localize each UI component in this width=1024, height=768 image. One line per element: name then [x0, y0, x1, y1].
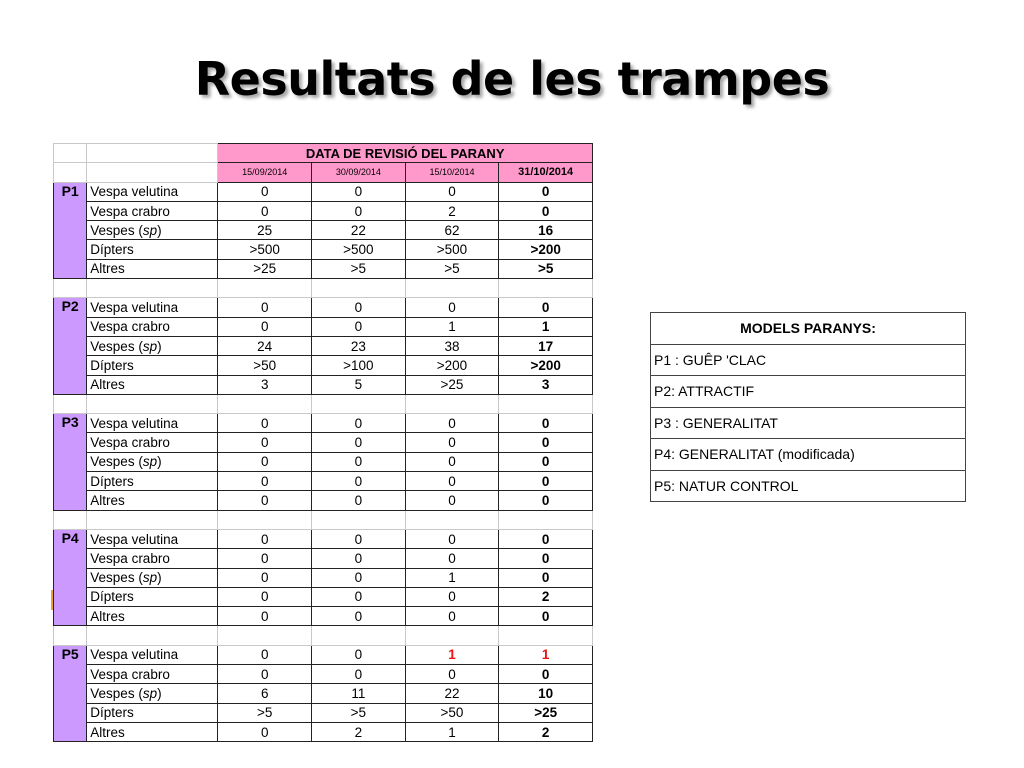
trap-models-legend	[650, 312, 966, 502]
table-header: DATA DE REVISIÓ DEL PARANY	[218, 144, 593, 163]
value-cell: 0	[499, 414, 593, 433]
blank-cell	[87, 163, 218, 182]
species-cell: Vespa crabro	[87, 549, 218, 568]
value-cell: 0	[405, 472, 499, 491]
header-row	[54, 144, 593, 163]
value-cell: >5	[312, 703, 406, 722]
value-cell: 0	[405, 182, 499, 201]
value-cell: >50	[405, 703, 499, 722]
blank-cell	[312, 626, 406, 645]
value-cell: 0	[218, 182, 312, 201]
value-cell: 0	[312, 452, 406, 471]
table-row	[54, 414, 593, 433]
value-cell: 0	[312, 491, 406, 510]
value-cell: 0	[499, 529, 593, 548]
spacer-row	[54, 394, 593, 413]
table-row	[54, 549, 593, 568]
species-cell: Altres	[87, 375, 218, 394]
value-cell: 11	[312, 684, 406, 703]
value-cell: 0	[405, 607, 499, 626]
value-cell: 0	[405, 549, 499, 568]
blank-cell	[405, 279, 499, 298]
blank-cell	[87, 626, 218, 645]
value-cell: 0	[499, 452, 593, 471]
species-cell: Vespes (sp)	[87, 221, 218, 240]
value-cell: >5	[312, 259, 406, 278]
value-cell: 23	[312, 336, 406, 355]
species-cell: Altres	[87, 491, 218, 510]
value-cell: 1	[499, 317, 593, 336]
species-cell: Dípters	[87, 703, 218, 722]
legend-item: P3 : GENERALITAT	[651, 407, 966, 439]
value-cell: >50	[218, 356, 312, 375]
value-cell: 17	[499, 336, 593, 355]
value-cell: 0	[312, 317, 406, 336]
blank-cell	[218, 626, 312, 645]
table-row	[54, 356, 593, 375]
value-cell: >500	[405, 240, 499, 259]
value-cell: 0	[405, 452, 499, 471]
value-cell: 0	[312, 201, 406, 220]
legend-item: P2: ATTRACTIF	[651, 376, 966, 408]
table-row	[54, 645, 593, 664]
value-cell: 1	[499, 645, 593, 664]
species-cell: Vespa velutina	[87, 645, 218, 664]
value-cell: 1	[405, 317, 499, 336]
value-cell: 0	[405, 433, 499, 452]
value-cell: >500	[218, 240, 312, 259]
species-cell: Vespes (sp)	[87, 684, 218, 703]
blank-cell	[405, 510, 499, 529]
value-cell: 0	[499, 182, 593, 201]
value-cell: >25	[405, 375, 499, 394]
species-cell: Altres	[87, 259, 218, 278]
blank-cell	[87, 510, 218, 529]
value-cell: 0	[218, 298, 312, 317]
value-cell: 0	[499, 472, 593, 491]
legend-item: P4: GENERALITAT (modificada)	[651, 439, 966, 471]
species-cell: Dípters	[87, 587, 218, 606]
species-cell: Vespes (sp)	[87, 568, 218, 587]
date-header: 31/10/2014	[499, 163, 593, 182]
blank-cell	[405, 394, 499, 413]
value-cell: 0	[312, 529, 406, 548]
spacer-row	[54, 626, 593, 645]
value-cell: 0	[218, 317, 312, 336]
species-cell: Vespa crabro	[87, 433, 218, 452]
table-row	[54, 240, 593, 259]
value-cell: 0	[312, 587, 406, 606]
value-cell: >5	[499, 259, 593, 278]
blank-cell	[54, 163, 87, 182]
value-cell: >25	[499, 703, 593, 722]
blank-cell	[499, 394, 593, 413]
blank-cell	[499, 510, 593, 529]
value-cell: 10	[499, 684, 593, 703]
value-cell: 1	[405, 568, 499, 587]
value-cell: 0	[499, 298, 593, 317]
species-cell: Dípters	[87, 472, 218, 491]
blank-cell	[87, 144, 218, 163]
value-cell: 0	[499, 201, 593, 220]
blank-cell	[312, 394, 406, 413]
blank-cell	[87, 394, 218, 413]
trap-label: P3	[54, 414, 87, 510]
date-header: 15/09/2014	[218, 163, 312, 182]
blank-cell	[499, 626, 593, 645]
value-cell: 16	[499, 221, 593, 240]
value-cell: 0	[405, 414, 499, 433]
value-cell: 3	[499, 375, 593, 394]
value-cell: 1	[405, 722, 499, 741]
value-cell: 6	[218, 684, 312, 703]
legend-title: MODELS PARANYS:	[651, 313, 966, 345]
species-cell: Vespa crabro	[87, 201, 218, 220]
value-cell: 24	[218, 336, 312, 355]
species-cell: Vespa velutina	[87, 182, 218, 201]
value-cell: 0	[405, 491, 499, 510]
value-cell: >200	[499, 240, 593, 259]
table-row	[54, 529, 593, 548]
blank-cell	[54, 626, 87, 645]
blank-cell	[405, 626, 499, 645]
species-cell: Vespa crabro	[87, 665, 218, 684]
value-cell: 0	[312, 568, 406, 587]
table-row	[54, 568, 593, 587]
value-cell: 2	[499, 722, 593, 741]
blank-cell	[218, 510, 312, 529]
value-cell: 0	[312, 645, 406, 664]
species-cell: Vespes (sp)	[87, 336, 218, 355]
value-cell: 0	[312, 549, 406, 568]
value-cell: 0	[218, 568, 312, 587]
value-cell: 0	[218, 645, 312, 664]
value-cell: 38	[405, 336, 499, 355]
trap-label: P4	[54, 529, 87, 625]
value-cell: 5	[312, 375, 406, 394]
table-row	[54, 336, 593, 355]
table-row	[54, 317, 593, 336]
value-cell: 0	[218, 529, 312, 548]
species-cell: Vespa velutina	[87, 529, 218, 548]
trap-label: P2	[54, 298, 87, 394]
value-cell: 0	[218, 472, 312, 491]
value-cell: 0	[499, 607, 593, 626]
value-cell: 0	[405, 529, 499, 548]
table-row	[54, 182, 593, 201]
species-cell: Vespa velutina	[87, 414, 218, 433]
value-cell: 0	[312, 607, 406, 626]
blank-cell	[312, 510, 406, 529]
blank-cell	[312, 279, 406, 298]
blank-cell	[54, 144, 87, 163]
species-cell: Vespa velutina	[87, 298, 218, 317]
value-cell: 62	[405, 221, 499, 240]
value-cell: 2	[312, 722, 406, 741]
slide-title: Resultats de les trampes	[194, 52, 830, 106]
value-cell: 0	[312, 182, 406, 201]
value-cell: 22	[405, 684, 499, 703]
value-cell: 0	[405, 298, 499, 317]
value-cell: 0	[218, 587, 312, 606]
value-cell: 0	[218, 452, 312, 471]
table-row	[54, 722, 593, 741]
species-cell: Altres	[87, 722, 218, 741]
table-row	[54, 201, 593, 220]
table-row	[54, 587, 593, 606]
value-cell: 0	[218, 433, 312, 452]
table-row	[54, 452, 593, 471]
value-cell: 2	[499, 587, 593, 606]
blank-cell	[54, 510, 87, 529]
blank-cell	[218, 279, 312, 298]
table-row	[54, 491, 593, 510]
value-cell: 0	[312, 414, 406, 433]
value-cell: 0	[499, 549, 593, 568]
value-cell: 2	[405, 201, 499, 220]
value-cell: 0	[405, 665, 499, 684]
blank-cell	[499, 279, 593, 298]
value-cell: 0	[405, 587, 499, 606]
value-cell: 1	[405, 645, 499, 664]
date-header: 30/09/2014	[312, 163, 406, 182]
blank-cell	[87, 279, 218, 298]
table-row	[54, 259, 593, 278]
value-cell: >5	[405, 259, 499, 278]
value-cell: >200	[499, 356, 593, 375]
species-cell: Vespes (sp)	[87, 452, 218, 471]
trap-label: P5	[54, 645, 87, 741]
value-cell: >500	[312, 240, 406, 259]
table-row	[54, 221, 593, 240]
species-cell: Dípters	[87, 240, 218, 259]
table-row	[54, 665, 593, 684]
table-row	[54, 298, 593, 317]
table-row	[54, 472, 593, 491]
value-cell: 0	[312, 298, 406, 317]
value-cell: 0	[218, 414, 312, 433]
table-row	[54, 433, 593, 452]
value-cell: 22	[312, 221, 406, 240]
results-table	[53, 143, 593, 742]
value-cell: 0	[218, 722, 312, 741]
value-cell: >5	[218, 703, 312, 722]
value-cell: 0	[312, 433, 406, 452]
legend-item: P5: NATUR CONTROL	[651, 470, 966, 502]
value-cell: 0	[312, 665, 406, 684]
value-cell: 0	[218, 607, 312, 626]
value-cell: 0	[218, 201, 312, 220]
date-header: 15/10/2014	[405, 163, 499, 182]
value-cell: 0	[499, 491, 593, 510]
table-row	[54, 684, 593, 703]
value-cell: 3	[218, 375, 312, 394]
spacer-row	[54, 279, 593, 298]
value-cell: 0	[218, 549, 312, 568]
value-cell: >25	[218, 259, 312, 278]
value-cell: 25	[218, 221, 312, 240]
value-cell: >200	[405, 356, 499, 375]
species-cell: Dípters	[87, 356, 218, 375]
species-cell: Vespa crabro	[87, 317, 218, 336]
value-cell: 0	[499, 665, 593, 684]
blank-cell	[218, 394, 312, 413]
value-cell: 0	[312, 472, 406, 491]
table-row	[54, 375, 593, 394]
blank-cell	[54, 279, 87, 298]
blank-cell	[54, 394, 87, 413]
value-cell: 0	[218, 665, 312, 684]
spacer-row	[54, 510, 593, 529]
value-cell: 0	[218, 491, 312, 510]
table-row	[54, 703, 593, 722]
dates-row	[54, 163, 593, 182]
table-row	[54, 607, 593, 626]
value-cell: 0	[499, 568, 593, 587]
legend-item: P1 : GUÊP 'CLAC	[651, 344, 966, 376]
value-cell: 0	[499, 433, 593, 452]
species-cell: Altres	[87, 607, 218, 626]
trap-label: P1	[54, 182, 87, 278]
value-cell: >100	[312, 356, 406, 375]
